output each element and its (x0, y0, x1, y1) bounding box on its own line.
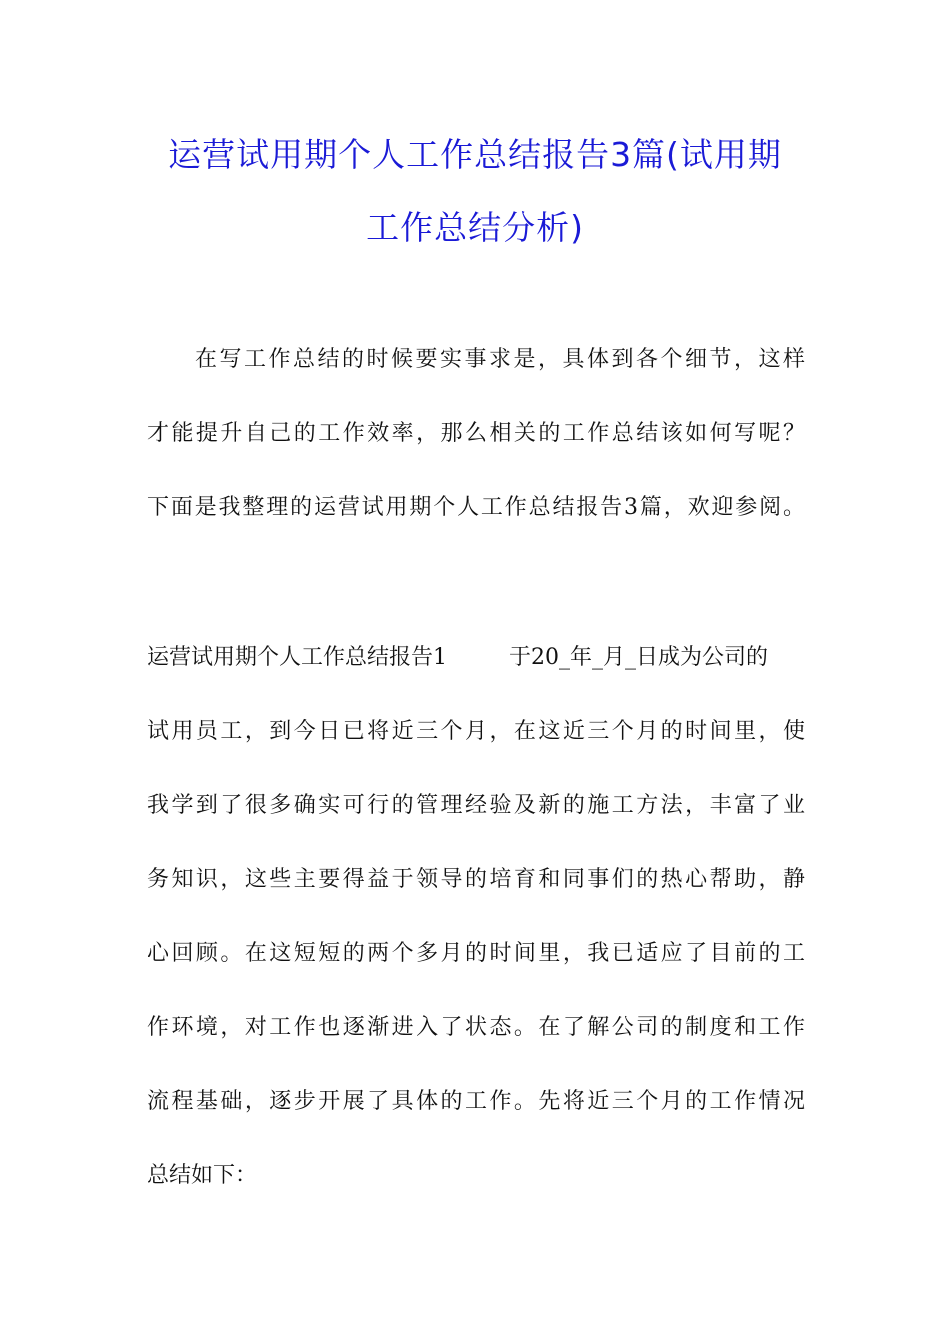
section-1-line-6: 作环境，对工作也逐渐进入了状态。在了解公司的制度和工作 (147, 1015, 805, 1040)
intro-line-1: 在写工作总结的时候要实事求是，具体到各个细节，这样 (195, 347, 805, 372)
section-1-line-2: 试用员工，到今日已将近三个月，在这近三个月的时间里，使 (147, 719, 805, 744)
section-1-line-4: 务知识，这些主要得益于领导的培育和同事们的热心帮助，静 (147, 867, 805, 892)
intro-line-2: 才能提升自己的工作效率，那么相关的工作总结该如何写呢？ (147, 421, 805, 446)
section-1-first-line (147, 642, 805, 674)
section-1-line-3: 我学到了很多确实可行的管理经验及新的施工方法，丰富了业 (147, 793, 805, 818)
document-title-line-1: 运营试用期个人工作总结报告3篇(试用期 (168, 135, 782, 174)
section-1-line-5: 心回顾。在这短短的两个多月的时间里，我已适应了目前的工 (147, 941, 805, 966)
section-1-line-7: 流程基础，逐步开展了具体的工作。先将近三个月的工作情况 (147, 1089, 805, 1114)
section-1-line-8: 总结如下： (147, 1163, 258, 1188)
section-1-heading: 运营试用期个人工作总结报告1 (147, 645, 447, 670)
document-title-line-2: 工作总结分析) (366, 208, 584, 247)
section-1-first-line-text: 于20_年_月_日成为公司的 (509, 645, 768, 670)
intro-line-3: 下面是我整理的运营试用期个人工作总结报告3篇，欢迎参阅。 (147, 495, 805, 520)
